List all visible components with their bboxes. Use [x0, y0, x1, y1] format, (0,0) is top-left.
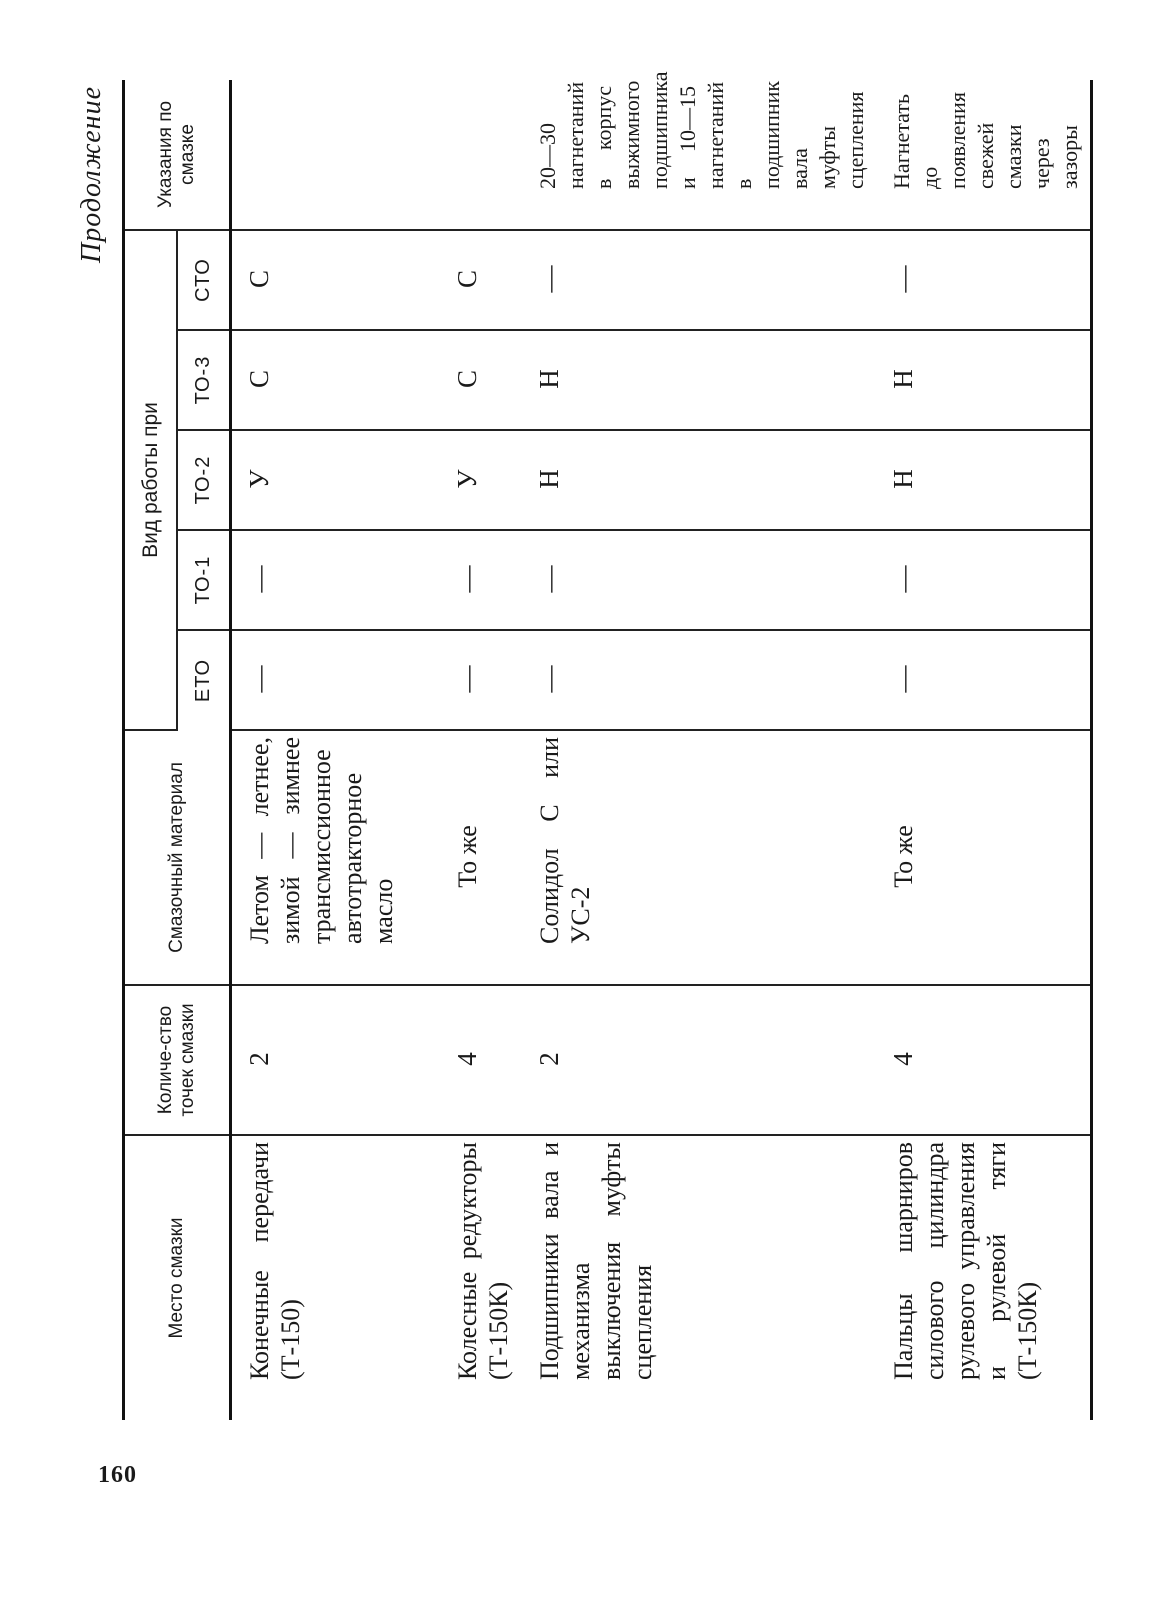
cell-material: То же	[876, 730, 1092, 985]
cell-to1: —	[876, 530, 1092, 630]
cell-sto: —	[876, 230, 1092, 330]
cell-to2: Н	[522, 430, 876, 530]
cell-place: Подшипники вала и механизма выключения муфты сцепления	[535, 1142, 657, 1380]
header-count: Количе-ство точек смазки	[124, 985, 231, 1135]
cell-eto: —	[876, 630, 1092, 730]
cell-to3: Н	[522, 330, 876, 430]
header-to2: ТО-2	[177, 430, 231, 530]
cell-sto: —	[522, 230, 876, 330]
cell-material: То же	[440, 730, 522, 985]
cell-eto: —	[231, 630, 441, 730]
cell-to1: —	[231, 530, 441, 630]
cell-to2: У	[440, 430, 522, 530]
cell-place: Пальцы шарниров силового цилиндра рулевого управления и рулевой тяги (Т-150К)	[876, 1135, 1092, 1420]
continuation-label: Продолжение	[76, 86, 107, 263]
header-material: Смазочный материал	[124, 730, 231, 985]
cell-material: Солидол С или УС-2	[522, 730, 876, 985]
cell-sto: С	[440, 230, 522, 330]
cell-count: 2	[522, 985, 876, 1135]
header-to1: ТО-1	[177, 530, 231, 630]
cell-to1: —	[440, 530, 522, 630]
cell-place: Колесные редукторы (Т-150К)	[453, 1142, 513, 1380]
cell-to3: С	[231, 330, 441, 430]
table-header	[124, 80, 231, 1420]
header-sto: СТО	[177, 230, 231, 330]
cell-to2: Н	[876, 430, 1092, 530]
cell-notes: 20—30 нагнетаний в корпус выжимного подшипника и 10—15 нагнетаний в подшипник вала муфты сцепления	[522, 80, 876, 230]
lubrication-table	[122, 71, 1093, 1420]
header-to3: ТО-3	[177, 330, 231, 430]
table-row	[231, 80, 441, 1420]
header-place: Место смазки	[124, 1135, 231, 1420]
cell-eto: —	[522, 630, 876, 730]
cell-eto: —	[440, 630, 522, 730]
cell-material: Летом — летнее, зимой — зимнее трансмиссионное автотракторное масло	[231, 730, 441, 985]
cell-notes	[440, 80, 522, 230]
header-notes: Указания по смазке	[124, 80, 231, 230]
cell-count: 4	[440, 985, 522, 1135]
lubrication-table-rotated	[76, 71, 1116, 1420]
cell-place: Конечные передачи (Т-150)	[245, 1142, 305, 1380]
table-row	[522, 80, 876, 1420]
cell-to1: —	[522, 530, 876, 630]
cell-notes: Нагнетать до появления свежей смазки через зазоры	[876, 80, 1092, 230]
header-work-group: Вид работы при	[124, 230, 178, 730]
cell-sto: С	[231, 230, 441, 330]
header-eto: ЕТО	[177, 630, 231, 730]
page-number: 160	[98, 1462, 137, 1488]
table-row	[876, 80, 1092, 1420]
cell-to3: Н	[876, 330, 1092, 430]
cell-to2: У	[231, 430, 441, 530]
cell-notes	[231, 80, 441, 230]
cell-to3: С	[440, 330, 522, 430]
table-row	[440, 80, 522, 1420]
cell-count: 2	[231, 985, 441, 1135]
cell-count: 4	[876, 985, 1092, 1135]
